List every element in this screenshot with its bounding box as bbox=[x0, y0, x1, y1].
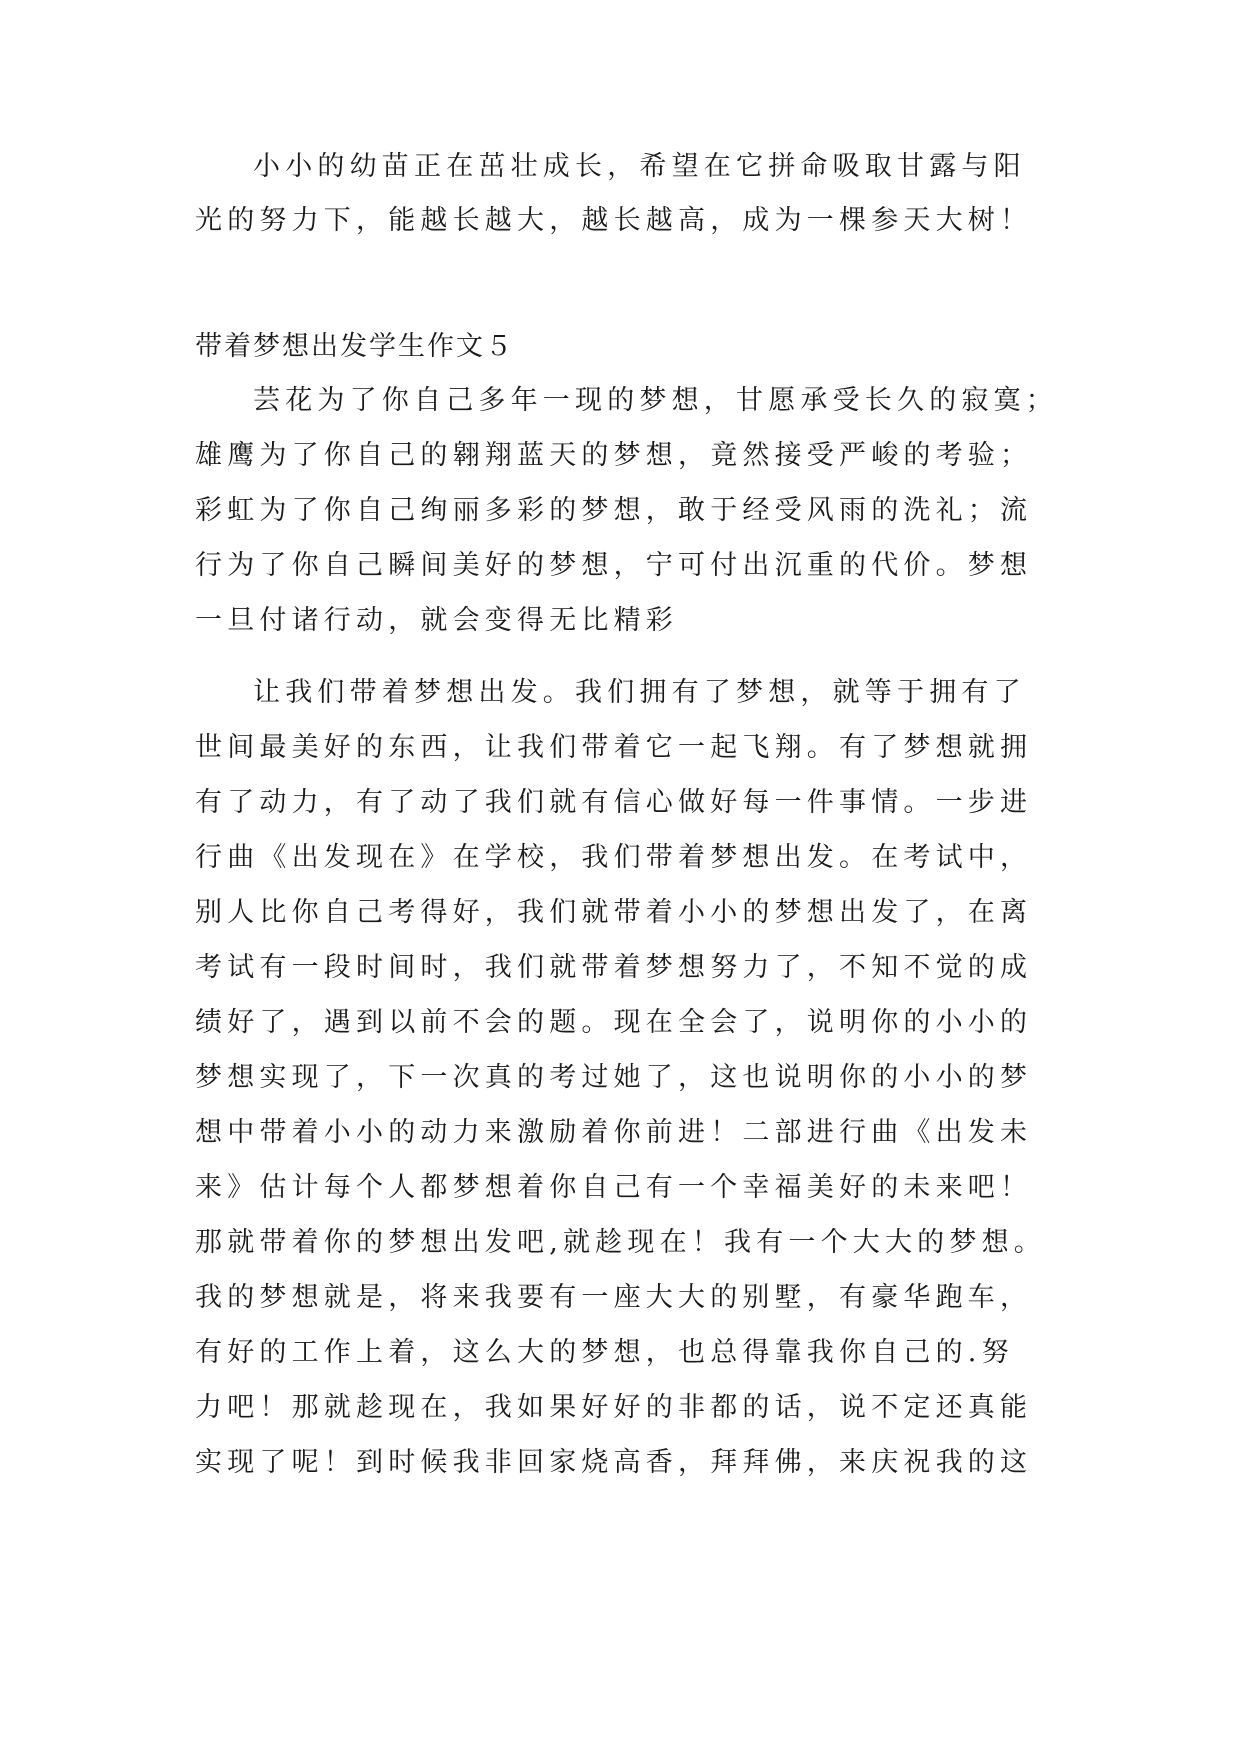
paragraph-2-line-4: 行为了你自己瞬间美好的梦想，宁可付出沉重的代价。梦想 bbox=[195, 550, 1033, 581]
paragraph-1-line-1: 小小的幼苗正在茁壮成长，希望在它拼命吸取甘露与阳 bbox=[253, 151, 1026, 182]
paragraph-3-line-15: 实现了呢！到时候我非回家烧高香，拜拜佛，来庆祝我的这 bbox=[195, 1447, 1033, 1478]
paragraph-3-line-10: 来》估计每个人都梦想着你自己有一个幸福美好的未来吧！ bbox=[195, 1172, 1033, 1203]
paragraph-3-line-2: 世间最美好的东西，让我们带着它一起飞翔。有了梦想就拥 bbox=[195, 732, 1033, 763]
paragraph-3-line-12: 我的梦想就是，将来我要有一座大大的别墅，有豪华跑车， bbox=[195, 1282, 1033, 1313]
paragraph-3-line-4: 行曲《出发现在》在学校，我们带着梦想出发。在考试中， bbox=[195, 842, 1033, 873]
paragraph-3-line-6: 考试有一段时间时，我们就带着梦想努力了，不知不觉的成 bbox=[195, 952, 1033, 983]
paragraph-3-line-13: 有好的工作上着，这么大的梦想，也总得靠我你自己的.努 bbox=[195, 1337, 1014, 1368]
paragraph-3-line-1: 让我们带着梦想出发。我们拥有了梦想，就等于拥有了 bbox=[253, 677, 1026, 708]
paragraph-2-line-5: 一旦付诸行动，就会变得无比精彩 bbox=[195, 605, 678, 636]
paragraph-3-line-3: 有了动力，有了动了我们就有信心做好每一件事情。一步进 bbox=[195, 787, 1033, 818]
paragraph-3-line-7: 绩好了，遇到以前不会的题。现在全会了，说明你的小小的 bbox=[195, 1007, 1033, 1038]
paragraph-2-line-2: 雄鹰为了你自己的翱翔蓝天的梦想，竟然接受严峻的考验； bbox=[195, 440, 1033, 471]
paragraph-3-line-14: 力吧！那就趁现在，我如果好好的非都的话，说不定还真能 bbox=[195, 1392, 1033, 1423]
paragraph-3-line-11: 那就带着你的梦想出发吧,就趁现在！我有一个大大的梦想。 bbox=[195, 1227, 1046, 1258]
paragraph-3-line-8: 梦想实现了，下一次真的考过她了，这也说明你的小小的梦 bbox=[195, 1062, 1033, 1093]
paragraph-2-line-1: 芸花为了你自己多年一现的梦想，甘愿承受长久的寂寞； bbox=[253, 385, 1058, 416]
paragraph-3-line-5: 别人比你自己考得好，我们就带着小小的梦想出发了，在离 bbox=[195, 897, 1033, 928]
section-heading: 带着梦想出发学生作文５ bbox=[195, 331, 514, 362]
paragraph-3-line-9: 想中带着小小的动力来激励着你前进！二部进行曲《出发未 bbox=[195, 1117, 1033, 1148]
paragraph-2-line-3: 彩虹为了你自己绚丽多彩的梦想，敢于经受风雨的洗礼；流 bbox=[195, 495, 1033, 526]
paragraph-1-line-2: 光的努力下，能越长越大，越长越高，成为一棵参天大树！ bbox=[195, 205, 1033, 236]
